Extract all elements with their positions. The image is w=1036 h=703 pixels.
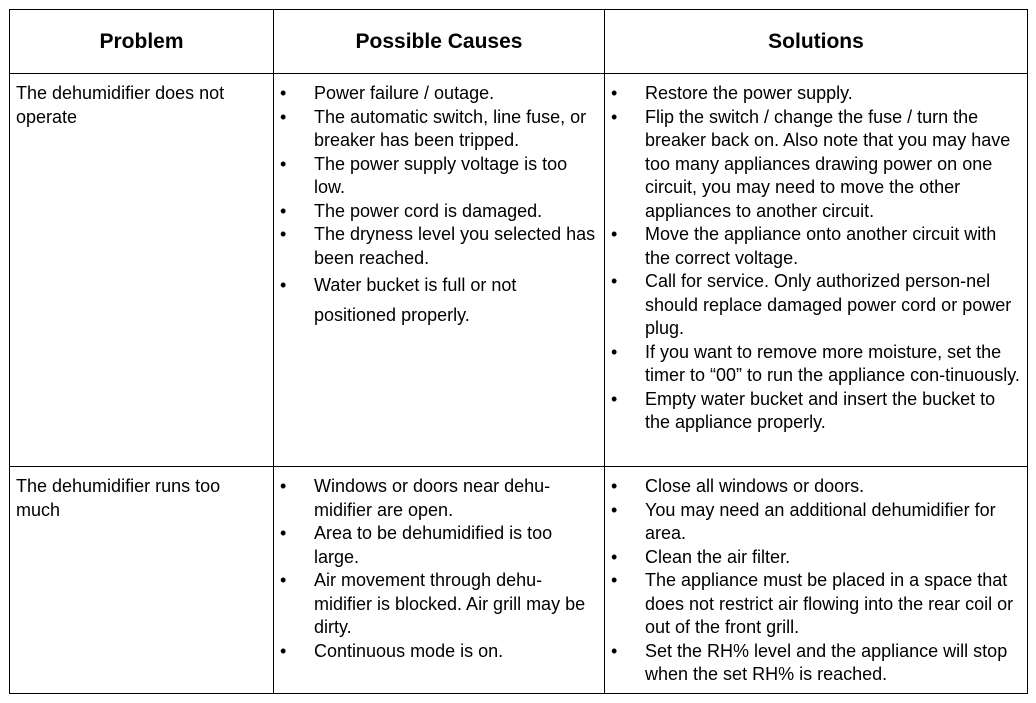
list-item: • Area to be dehumidified is too large. (278, 522, 600, 569)
table-row (10, 74, 1028, 467)
list-item: • The automatic switch, line fuse, or breaker has been tripped. (278, 106, 600, 153)
list-item: • If you want to remove more moisture, set the timer to “00” to run the appliance con-tinuously. (609, 341, 1023, 388)
list-item: • The power supply voltage is too low. (278, 153, 600, 200)
solutions-cell (605, 467, 1028, 694)
list-item: • Move the appliance onto another circuit with the correct voltage. (609, 223, 1023, 270)
causes-list (278, 475, 600, 663)
troubleshooting-table (9, 9, 1028, 694)
solutions-cell (605, 74, 1028, 467)
list-item: • Flip the switch / change the fuse / turn the breaker back on. Also note that you may have too many appliances drawing power on one circuit, you may need to move the other appliances to another circuit. (609, 106, 1023, 224)
header-row (10, 10, 1028, 74)
list-item: • The appliance must be placed in a space that does not restrict air flowing into the rear coil or out of the front grill. (609, 569, 1023, 640)
list-item: • Power failure / outage. (278, 82, 600, 106)
list-item: • Restore the power supply. (609, 82, 1023, 106)
causes-cell (274, 467, 605, 694)
header-problem: Problem (10, 10, 274, 74)
list-item: • Air movement through dehu-midifier is blocked. Air grill may be dirty. (278, 569, 600, 640)
list-item: • The dryness level you selected has been reached. (278, 223, 600, 270)
causes-cell (274, 74, 605, 467)
list-item: • The power cord is damaged. (278, 200, 600, 224)
causes-list (278, 82, 600, 330)
problem-cell: The dehumidifier runs too much (10, 467, 274, 694)
list-item: • Empty water bucket and insert the bucket to the appliance properly. (609, 388, 1023, 435)
list-item: • Set the RH% level and the appliance will stop when the set RH% is reached. (609, 640, 1023, 687)
header-solutions: Solutions (605, 10, 1028, 74)
solutions-list (609, 475, 1023, 687)
list-item: • Continuous mode is on. (278, 640, 600, 664)
list-item: • You may need an additional dehumidifier for area. (609, 499, 1023, 546)
table-row (10, 467, 1028, 694)
solutions-list (609, 82, 1023, 435)
problem-cell: The dehumidifier does not operate (10, 74, 274, 467)
list-item: • Clean the air filter. (609, 546, 1023, 570)
list-item: • Close all windows or doors. (609, 475, 1023, 499)
list-item: • Water bucket is full or not positioned properly. (278, 270, 600, 330)
header-possible-causes: Possible Causes (274, 10, 605, 74)
list-item: • Windows or doors near dehu-midifier are open. (278, 475, 600, 522)
list-item: • Call for service. Only authorized person-nel should replace damaged power cord or power plug. (609, 270, 1023, 341)
